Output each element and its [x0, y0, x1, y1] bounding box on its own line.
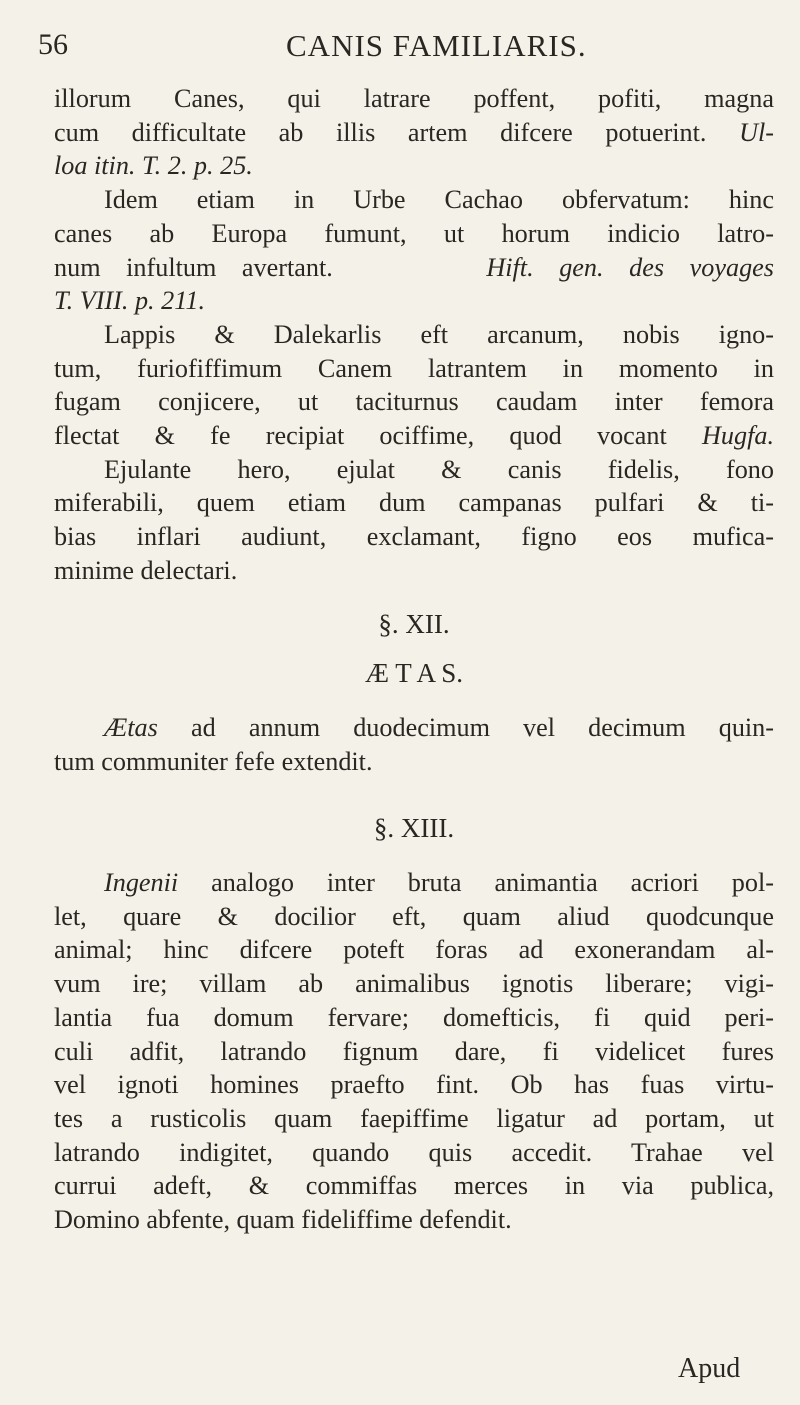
lead-word: Ingenii: [104, 868, 179, 898]
text-line: fugam conjicere, ut taciturnus caudam inter femora: [54, 387, 774, 417]
text-line: illorum Canes, qui latrare poffent, pofiti, magna: [54, 84, 774, 113]
text-line: num infultum avertant. Hift. gen. des voyages: [54, 252, 774, 282]
text-line: currui adeft, & commiffas merces in via publica,: [54, 1171, 774, 1201]
text-line: latrando indigitet, quando quis accedit. Trahae vel: [54, 1137, 774, 1167]
running-title: CANIS FAMILIARIS.: [286, 28, 587, 63]
term: Hugfa.: [701, 421, 774, 451]
page-body: [54, 82, 774, 1237]
text-line: Ætas ad annum duodecimum vel decimum quin-: [104, 712, 774, 742]
paragraph-aetas: [54, 711, 774, 778]
catchword: Apud: [678, 1353, 741, 1384]
text-line: miferabili, quem etiam dum campanas pulfari & ti-: [54, 488, 774, 518]
section-12-title: Æ T A S.: [364, 658, 464, 689]
text-line: vel ignoti homines praefto fint. Ob has fuas virtu-: [54, 1070, 774, 1100]
page-header: [38, 28, 798, 74]
section-13-number: §. XIII.: [373, 813, 455, 844]
paragraph-ingenii: [54, 866, 774, 1237]
text-line: Lappis & Dalekarlis eft arcanum, nobis igno-: [104, 319, 774, 349]
text-line: tum, furiofiffimum Canem latrantem in momento in: [54, 353, 774, 383]
text-line: cum difficultate ab illis artem difcere potuerint. Ul-: [54, 117, 775, 147]
text-line: minime delectari.: [54, 555, 238, 585]
page-number: 56: [38, 28, 68, 61]
paragraph-3: [54, 318, 774, 453]
section-12-number: §. XII.: [378, 608, 450, 639]
paragraph-2: [54, 183, 774, 318]
citation: Ul-: [739, 117, 775, 147]
paragraph-1: [54, 82, 774, 183]
text-line: Idem etiam in Urbe Cachao obfervatum: hinc: [104, 185, 774, 215]
text-line: Ingenii analogo inter bruta animantia acriori pol-: [104, 868, 774, 898]
text-line: culi adfit, latrando fignum dare, fi videlicet fures: [54, 1036, 774, 1066]
paragraph-4: [54, 453, 774, 588]
text-line: vum ire; villam ab animalibus ignotis liberare; vigi-: [54, 969, 774, 999]
text-line: animal; hinc difcere poteft foras ad exonerandam al-: [54, 935, 774, 965]
text-line: Domino abfente, quam fideliffime defendit.: [54, 1205, 512, 1235]
text-line: Ejulante hero, ejulat & canis fidelis, fono: [104, 454, 774, 484]
text-line: tes a rusticolis quam faepiffime ligatur ad portam, ut: [54, 1103, 774, 1133]
text-line: flectat & fe recipiat ociffime, quod vocant Hugfa.: [54, 421, 774, 451]
lead-word: Ætas: [104, 712, 158, 742]
text-line: lantia fua domum fervare; domefticis, fi quid peri-: [54, 1002, 774, 1032]
citation: Hift. gen. des voyages: [486, 252, 774, 282]
text-line: tum communiter fefe extendit.: [54, 746, 373, 776]
text-line: [54, 149, 774, 183]
text-line: canes ab Europa fumunt, ut horum indicio latro-: [54, 218, 774, 248]
text-line: [54, 284, 774, 318]
citation: loa itin. T. 2. p. 25.: [54, 151, 253, 181]
text-line: bias inflari audiunt, exclamant, figno eos mufica-: [54, 522, 774, 552]
citation: T. VIII. p. 211.: [54, 286, 206, 316]
text-line: let, quare & docilior eft, quam aliud quodcunque: [54, 901, 774, 931]
